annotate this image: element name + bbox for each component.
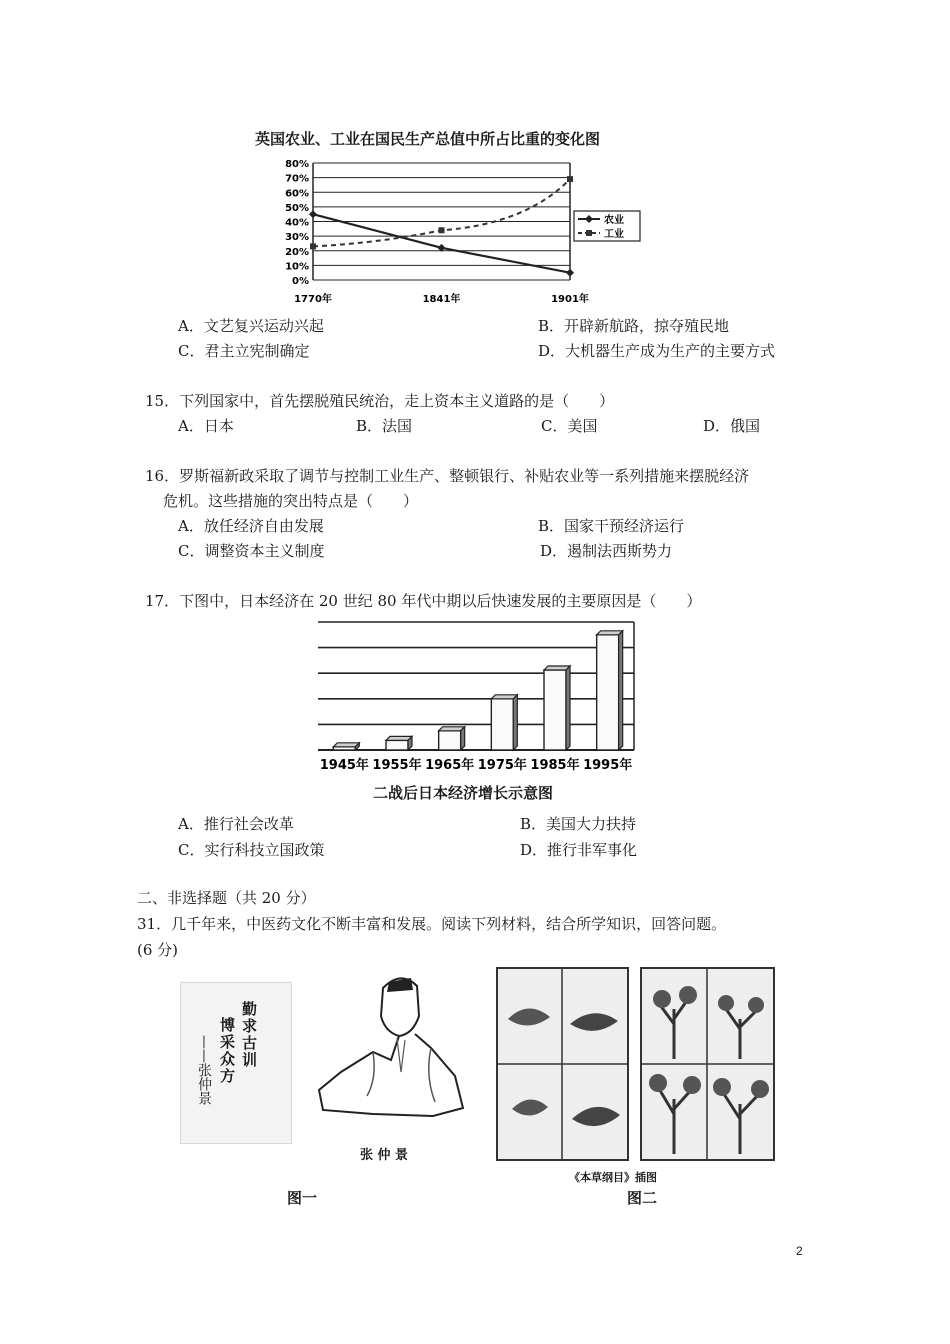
- q16-stem-line1: 16．罗斯福新政采取了调节与控制工业生产、整顿银行、补贴农业等一系列措施来摆脱经济: [145, 467, 750, 485]
- chart2-bar: [544, 666, 570, 750]
- calligraphy-signature: ——张仲景: [196, 1035, 212, 1105]
- q14-option-a: A．文艺复兴运动兴起: [178, 317, 324, 335]
- figure2-caption: 《本草纲目》插图: [569, 1171, 657, 1184]
- zhang-zhongjing-portrait: [313, 968, 468, 1138]
- q17-option-a: A．推行社会改革: [178, 815, 294, 833]
- legend-industry-marker: [586, 230, 592, 236]
- fish-illustration: [498, 969, 627, 1159]
- q16-option-b: B．国家干预经济运行: [538, 517, 685, 535]
- q16-option-d: D．遏制法西斯势力: [540, 542, 673, 560]
- chart1-x-tick-label: 1841年: [422, 294, 461, 305]
- chart2-title: 二战后日本经济增长示意图: [373, 784, 554, 802]
- chart2-x-tick-label: 1945年: [319, 758, 369, 773]
- chart1-y-tick-label: 70%: [285, 173, 309, 185]
- q16-stem-line2: 危机。这些措施的突出特点是（ ）: [163, 492, 419, 510]
- q15-stem: 15．下列国家中，首先摆脱殖民统治，走上资本主义道路的是（ ）: [145, 392, 615, 410]
- chart1-y-tick-label: 60%: [285, 188, 309, 200]
- chart1-y-tick-label: 40%: [285, 217, 309, 229]
- page-number: 2: [796, 1244, 803, 1258]
- q15-option-b: B．法国: [356, 417, 413, 435]
- chart2-bar: [439, 727, 465, 750]
- chart2-bar: [597, 631, 623, 750]
- q16-option-a: A．放任经济自由发展: [178, 517, 324, 535]
- q15-option-d: D．俄国: [703, 417, 761, 435]
- calligraphy-image: [180, 982, 292, 1144]
- q17-option-b: B．美国大力扶持: [520, 815, 637, 833]
- chart2-bar: [386, 736, 412, 750]
- figure1-label: 图一: [287, 1189, 318, 1207]
- portrait-caption: 张 仲 景: [360, 1148, 409, 1163]
- q17-option-d: D．推行非军事化: [520, 841, 638, 859]
- q14-option-b: B．开辟新航路，掠夺殖民地: [538, 317, 730, 335]
- chart1-y-tick-label: 80%: [285, 159, 309, 170]
- calligraphy-line2: 博采众方: [218, 1017, 236, 1085]
- chart2-x-tick-label: 1955年: [372, 758, 422, 773]
- chart2-bar: [491, 695, 517, 750]
- japan-growth-bar-chart: [312, 616, 642, 774]
- q31-stem-line1: 31．几千年来，中医药文化不断丰富和发展。阅读下列材料，结合所学知识，回答问题。: [137, 915, 727, 933]
- chart1-y-axis: [285, 159, 309, 287]
- chart1-y-tick-label: 20%: [285, 246, 309, 258]
- chart1-x-tick-label: 1901年: [551, 294, 589, 305]
- chart2-bar: [333, 743, 359, 750]
- q15-option-a: A．日本: [178, 417, 234, 435]
- chart2-x-tick-label: 1975年: [477, 758, 527, 773]
- chart2-grid: [318, 622, 634, 750]
- chart1-y-tick-label: 10%: [285, 261, 309, 273]
- q15-option-c: C．美国: [541, 417, 598, 435]
- q16-option-c: C．调整资本主义制度: [178, 542, 325, 560]
- illustration-plant-panel: [640, 967, 775, 1161]
- legend-agriculture-label: 农业: [604, 215, 624, 226]
- plant-illustration: [642, 969, 773, 1159]
- section2-heading: 二、非选择题（共 20 分）: [137, 889, 316, 907]
- agriculture-data-point: [309, 210, 317, 218]
- chart1-title: 英国农业、工业在国民生产总值中所占比重的变化图: [255, 130, 601, 148]
- industry-data-point: [310, 243, 316, 249]
- chart1-legend: [574, 211, 640, 241]
- agriculture-data-point: [566, 269, 574, 277]
- chart2-bars: [333, 631, 622, 750]
- figure2-label: 图二: [627, 1189, 658, 1207]
- q17-option-c: C．实行科技立国政策: [178, 841, 325, 859]
- industry-data-point: [567, 176, 573, 182]
- chart1-grid: [313, 163, 570, 280]
- chart1-y-tick-label: 0%: [292, 276, 309, 287]
- legend-industry-label: 工业: [604, 229, 624, 240]
- chart1-x-axis: [294, 292, 589, 305]
- chart1-line-chart: [278, 155, 648, 310]
- chart1-y-tick-label: 30%: [285, 232, 309, 244]
- q31-stem-line2: (6 分): [137, 941, 179, 959]
- chart2-x-tick-label: 1985年: [530, 758, 580, 773]
- chart1-x-tick-label: 1770年: [294, 294, 332, 305]
- chart2-x-tick-label: 1965年: [425, 758, 475, 773]
- q17-stem: 17．下图中，日本经济在 20 世纪 80 年代中期以后快速发展的主要原因是（ ）: [145, 592, 702, 610]
- chart1-series: [309, 176, 574, 277]
- calligraphy-line1: 勤求古训: [240, 1001, 258, 1069]
- q14-option-d: D．大机器生产成为生产的主要方式: [538, 342, 776, 360]
- chart2-x-tick-label: 1995年: [583, 758, 633, 773]
- q14-option-c: C．君主立宪制确定: [178, 342, 310, 360]
- industry-data-point: [439, 227, 445, 233]
- chart2-x-axis: [320, 757, 633, 773]
- illustration-fish-panel: [496, 967, 629, 1161]
- chart1-y-tick-label: 50%: [285, 202, 309, 214]
